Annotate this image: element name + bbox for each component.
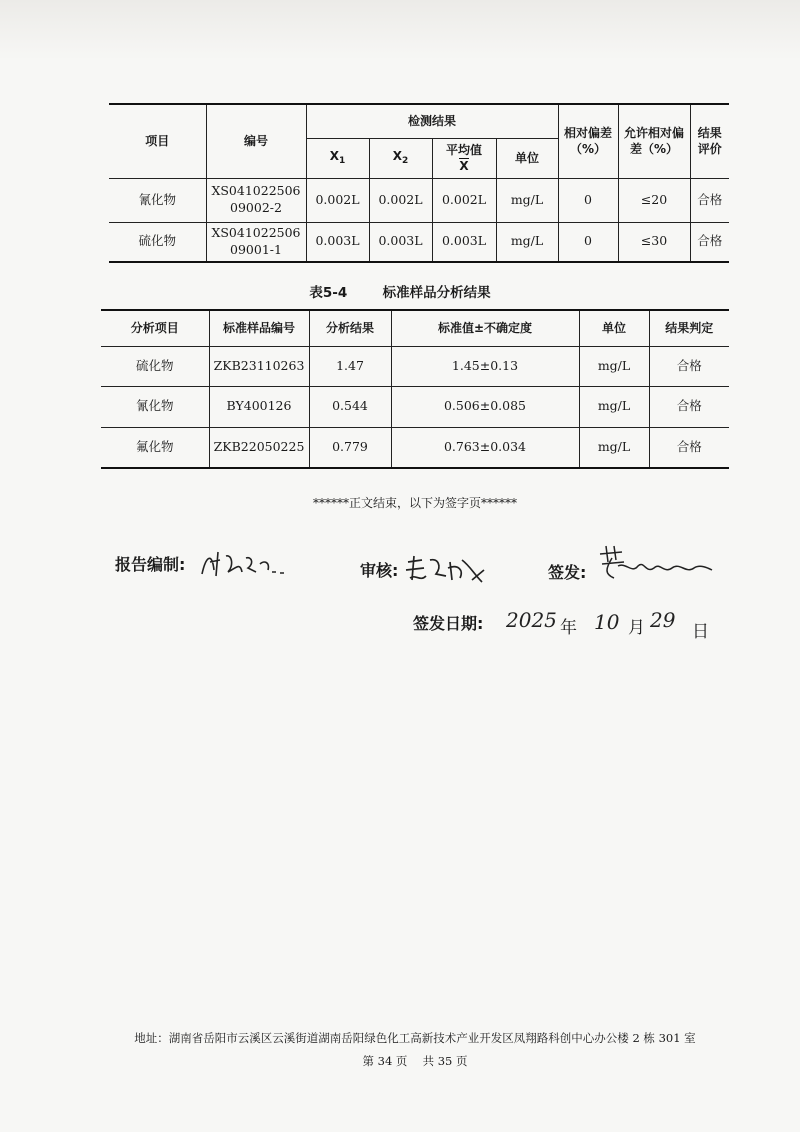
avg-label: 平均值: [445, 142, 482, 157]
avg-symbol: X: [459, 159, 469, 173]
cell-x1: 0.002L: [306, 178, 369, 222]
cell-item: 硫化物: [101, 346, 209, 386]
cell-x2: 0.003L: [369, 222, 432, 262]
date-label: 签发日期:: [413, 614, 484, 633]
caption-title: 标准样品分析结果: [382, 285, 491, 301]
cell-judge: 合格: [649, 386, 729, 427]
header-x2: [369, 138, 432, 178]
cell-x2: 0.002L: [369, 178, 432, 222]
standard-sample-table: [101, 309, 729, 469]
cell-unit: mg/L: [496, 222, 558, 262]
header-results: 检测结果: [306, 104, 558, 138]
cell-code: [206, 222, 306, 262]
cell-avg: 0.002L: [432, 178, 496, 222]
code-line: XS041022506: [211, 183, 301, 199]
footer-address: 地址：湖南省岳阳市云溪区云溪街道湖南岳阳绿色化工高新技术产业开发区凤翔路科创中心办公楼 2 栋 301 室: [134, 1031, 696, 1045]
table-row: [101, 346, 729, 386]
footer-page-info: 第 34 页 共 35 页: [362, 1054, 468, 1068]
month-char: 月: [628, 618, 645, 638]
table-row: [109, 222, 729, 262]
cell-unit: mg/L: [579, 386, 649, 427]
header-item: 项目: [109, 104, 206, 178]
approver-label: 签发:: [548, 563, 587, 582]
cell-code: ZKB23110263: [209, 346, 309, 386]
header-judgement: 结果判定: [649, 310, 729, 346]
author-label: 报告编制:: [115, 555, 186, 574]
header-analysis-result: 分析结果: [309, 310, 391, 346]
header-evaluation: [690, 104, 729, 178]
cell-judge: 合格: [649, 427, 729, 468]
code-line: XS041022506: [211, 224, 301, 240]
cell-item: 氰化物: [101, 386, 209, 427]
cell-result: 1.47: [309, 346, 391, 386]
header-unit: 单位: [496, 138, 558, 178]
cell-eval: 合格: [690, 178, 729, 222]
code-line: 09001-1: [230, 241, 282, 257]
reviewer-label: 审核:: [360, 561, 399, 580]
table-row: [101, 386, 729, 427]
header-standard-value: 标准值±不确定度: [391, 310, 579, 346]
table-row: [109, 178, 729, 222]
cell-judge: 合格: [649, 346, 729, 386]
cell-standard: 1.45±0.13: [391, 346, 579, 386]
approver-signature: [596, 544, 716, 584]
table2-caption: [0, 281, 800, 301]
header-allowed-dev: [618, 104, 690, 178]
header-analysis-item: 分析项目: [101, 310, 209, 346]
header-rel-dev-text: 相对偏差（%）: [564, 126, 613, 157]
cell-avg: 0.003L: [432, 222, 496, 262]
cell-rel-dev: 0: [558, 222, 618, 262]
cell-x1: 0.003L: [306, 222, 369, 262]
cell-eval: 合格: [690, 222, 729, 262]
cell-standard: 0.763±0.034: [391, 427, 579, 468]
x2-subscript: 2: [402, 156, 409, 167]
reviewer-signature: [402, 552, 492, 588]
cell-standard: 0.506±0.085: [391, 386, 579, 427]
x2-symbol: X: [392, 149, 402, 164]
end-of-text-note: ******正文结束，以下为签字页******: [312, 496, 517, 510]
parallel-sample-table: [109, 103, 729, 263]
cell-unit: mg/L: [496, 178, 558, 222]
x1-subscript: 1: [339, 156, 346, 167]
cell-item: 硫化物: [109, 222, 206, 262]
header-rel-dev: [558, 104, 618, 178]
day-char: 日: [692, 622, 709, 642]
cell-item: 氟化物: [101, 427, 209, 468]
x1-symbol: X: [329, 149, 339, 164]
code-line: 09002-2: [230, 200, 282, 215]
cell-unit: mg/L: [579, 427, 649, 468]
cell-code: BY400126: [209, 386, 309, 427]
caption-number: 表5-4: [309, 285, 348, 301]
date-year: 2025: [506, 608, 557, 632]
cell-code: ZKB22050225: [209, 427, 309, 468]
cell-unit: mg/L: [579, 346, 649, 386]
year-char: 年: [560, 618, 577, 638]
cell-result: 0.779: [309, 427, 391, 468]
cell-result: 0.544: [309, 386, 391, 427]
header-x1: [306, 138, 369, 178]
cell-code: [206, 178, 306, 222]
date-day: 29: [650, 608, 676, 632]
header-unit: 单位: [579, 310, 649, 346]
cell-item: 氰化物: [109, 178, 206, 222]
header-code: 编号: [206, 104, 306, 178]
scan-shade: [0, 0, 800, 60]
date-month: 10: [594, 610, 620, 634]
header-sample-code: 标准样品编号: [209, 310, 309, 346]
cell-allowed: ≤30: [618, 222, 690, 262]
cell-rel-dev: 0: [558, 178, 618, 222]
cell-allowed: ≤20: [618, 178, 690, 222]
header-allowed-dev-text: 允许相对偏差（%）: [624, 126, 685, 157]
author-signature: [198, 546, 288, 582]
table-row: [101, 427, 729, 468]
header-avg: [432, 138, 496, 178]
header-evaluation-text: 结果评价: [697, 126, 722, 157]
